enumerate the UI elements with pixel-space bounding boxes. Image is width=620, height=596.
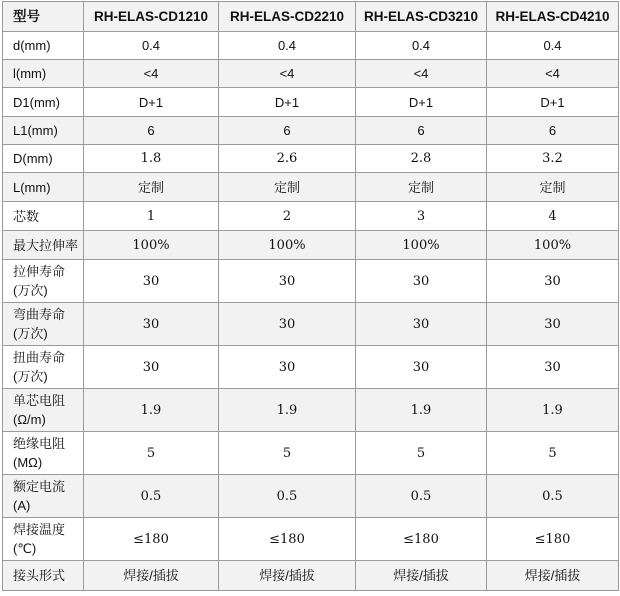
row-label-line: 焊接温度 (13, 522, 66, 537)
value-cell: 30 (84, 303, 219, 346)
row-label (3, 475, 84, 518)
table-row (3, 303, 619, 346)
table-row (3, 346, 619, 389)
row-label-line: D1(mm) (13, 94, 60, 110)
row-label (3, 260, 84, 303)
value-cell: <4 (356, 60, 487, 88)
value-cell: 6 (84, 117, 219, 145)
row-label-line: 接头形式 (13, 568, 66, 583)
value-cell: 6 (487, 117, 619, 145)
value-cell: 30 (356, 346, 487, 389)
row-label-line: (万次) (13, 326, 48, 341)
table-row (3, 475, 619, 518)
value-cell: 100% (356, 231, 487, 260)
value-cell: 定制 (84, 173, 219, 202)
value-cell: <4 (487, 60, 619, 88)
table-row (3, 231, 619, 260)
header-cell-cd1210: RH-ELAS-CD1210 (84, 2, 219, 32)
value-cell: 定制 (487, 173, 619, 202)
value-cell: 1.8 (84, 145, 219, 173)
value-cell: 1.9 (84, 389, 219, 432)
row-label-line: (Ω/m) (13, 412, 46, 427)
value-cell: 30 (219, 260, 356, 303)
row-label (3, 518, 84, 561)
value-cell: D+1 (84, 88, 219, 117)
value-cell: 30 (487, 346, 619, 389)
value-cell: 1.9 (487, 389, 619, 432)
table-row (3, 260, 619, 303)
row-label (3, 303, 84, 346)
value-cell: 焊接/插拔 (487, 561, 619, 591)
row-label-line: D(mm) (13, 151, 53, 166)
row-label-line: L1(mm) (13, 123, 58, 138)
value-cell: 30 (487, 260, 619, 303)
value-cell: 焊接/插拔 (219, 561, 356, 591)
spec-table-body (3, 32, 619, 591)
row-label-line: 绝缘电阻 (13, 436, 66, 451)
value-cell: 1 (84, 202, 219, 231)
header-cell-cd3210: RH-ELAS-CD3210 (356, 2, 487, 32)
value-cell: 0.4 (219, 32, 356, 60)
row-label-line: (MΩ) (13, 455, 43, 470)
value-cell: 30 (219, 346, 356, 389)
row-label-line: (A) (13, 498, 31, 513)
value-cell: 0.5 (219, 475, 356, 518)
row-label-line: 芯数 (13, 208, 40, 224)
table-row (3, 60, 619, 88)
value-cell: 100% (84, 231, 219, 260)
value-cell: 2.8 (356, 145, 487, 173)
value-cell: 5 (487, 432, 619, 475)
row-label (3, 145, 84, 173)
value-cell: <4 (84, 60, 219, 88)
value-cell: 2 (219, 202, 356, 231)
value-cell: 0.5 (487, 475, 619, 518)
row-label (3, 346, 84, 389)
row-label-line: 额定电流 (13, 479, 66, 494)
value-cell: 1.9 (356, 389, 487, 432)
value-cell: 100% (219, 231, 356, 260)
table-row (3, 32, 619, 60)
value-cell: <4 (219, 60, 356, 88)
value-cell: 6 (219, 117, 356, 145)
value-cell: D+1 (356, 88, 487, 117)
table-row (3, 389, 619, 432)
value-cell: 5 (356, 432, 487, 475)
header-cell-cd2210: RH-ELAS-CD2210 (219, 2, 356, 32)
header-cell-cd4210: RH-ELAS-CD4210 (487, 2, 619, 32)
header-row (3, 2, 619, 32)
value-cell: 30 (356, 260, 487, 303)
row-label (3, 432, 84, 475)
value-cell: 30 (487, 303, 619, 346)
row-label (3, 231, 84, 260)
row-label (3, 88, 84, 117)
value-cell: ≤180 (219, 518, 356, 561)
value-cell: 3 (356, 202, 487, 231)
value-cell: 100% (487, 231, 619, 260)
value-cell: 5 (219, 432, 356, 475)
value-cell: 6 (356, 117, 487, 145)
value-cell: 0.4 (356, 32, 487, 60)
row-label-line: 弯曲寿命 (13, 307, 66, 322)
value-cell: 焊接/插拔 (356, 561, 487, 591)
table-row (3, 432, 619, 475)
value-cell: 0.5 (356, 475, 487, 518)
row-label-line: (万次) (13, 283, 48, 298)
table-row (3, 518, 619, 561)
row-label (3, 173, 84, 202)
value-cell: 焊接/插拔 (84, 561, 219, 591)
value-cell: ≤180 (84, 518, 219, 561)
row-label (3, 60, 84, 88)
value-cell: 0.4 (84, 32, 219, 60)
value-cell: 3.2 (487, 145, 619, 173)
value-cell: ≤180 (487, 518, 619, 561)
value-cell: 30 (84, 260, 219, 303)
table-row (3, 117, 619, 145)
row-label (3, 117, 84, 145)
value-cell: 定制 (356, 173, 487, 202)
value-cell: 5 (84, 432, 219, 475)
value-cell: 定制 (219, 173, 356, 202)
value-cell: D+1 (219, 88, 356, 117)
row-label-line: 单芯电阻 (13, 393, 66, 408)
table-row (3, 88, 619, 117)
table-row (3, 145, 619, 173)
row-label-line: L(mm) (13, 179, 51, 195)
row-label (3, 389, 84, 432)
value-cell: 0.4 (487, 32, 619, 60)
row-label (3, 32, 84, 60)
row-label-line: l(mm) (13, 66, 47, 81)
value-cell: 30 (219, 303, 356, 346)
row-label-line: 扭曲寿命 (13, 350, 66, 365)
value-cell: 1.9 (219, 389, 356, 432)
value-cell: D+1 (487, 88, 619, 117)
table-row (3, 561, 619, 591)
row-label-line: (℃) (13, 541, 37, 556)
row-label-line: 拉伸寿命 (13, 264, 66, 279)
row-label-line: (万次) (13, 369, 48, 384)
value-cell: 4 (487, 202, 619, 231)
row-label (3, 561, 84, 591)
spec-table (2, 1, 619, 591)
value-cell: 30 (84, 346, 219, 389)
value-cell: 30 (356, 303, 487, 346)
row-label-line: d(mm) (13, 38, 51, 53)
header-cell-model: 型号 (3, 2, 84, 32)
value-cell: 2.6 (219, 145, 356, 173)
table-row (3, 202, 619, 231)
row-label (3, 202, 84, 231)
value-cell: 0.5 (84, 475, 219, 518)
value-cell: ≤180 (356, 518, 487, 561)
row-label-line: 最大拉伸率 (13, 237, 79, 253)
table-row (3, 173, 619, 202)
